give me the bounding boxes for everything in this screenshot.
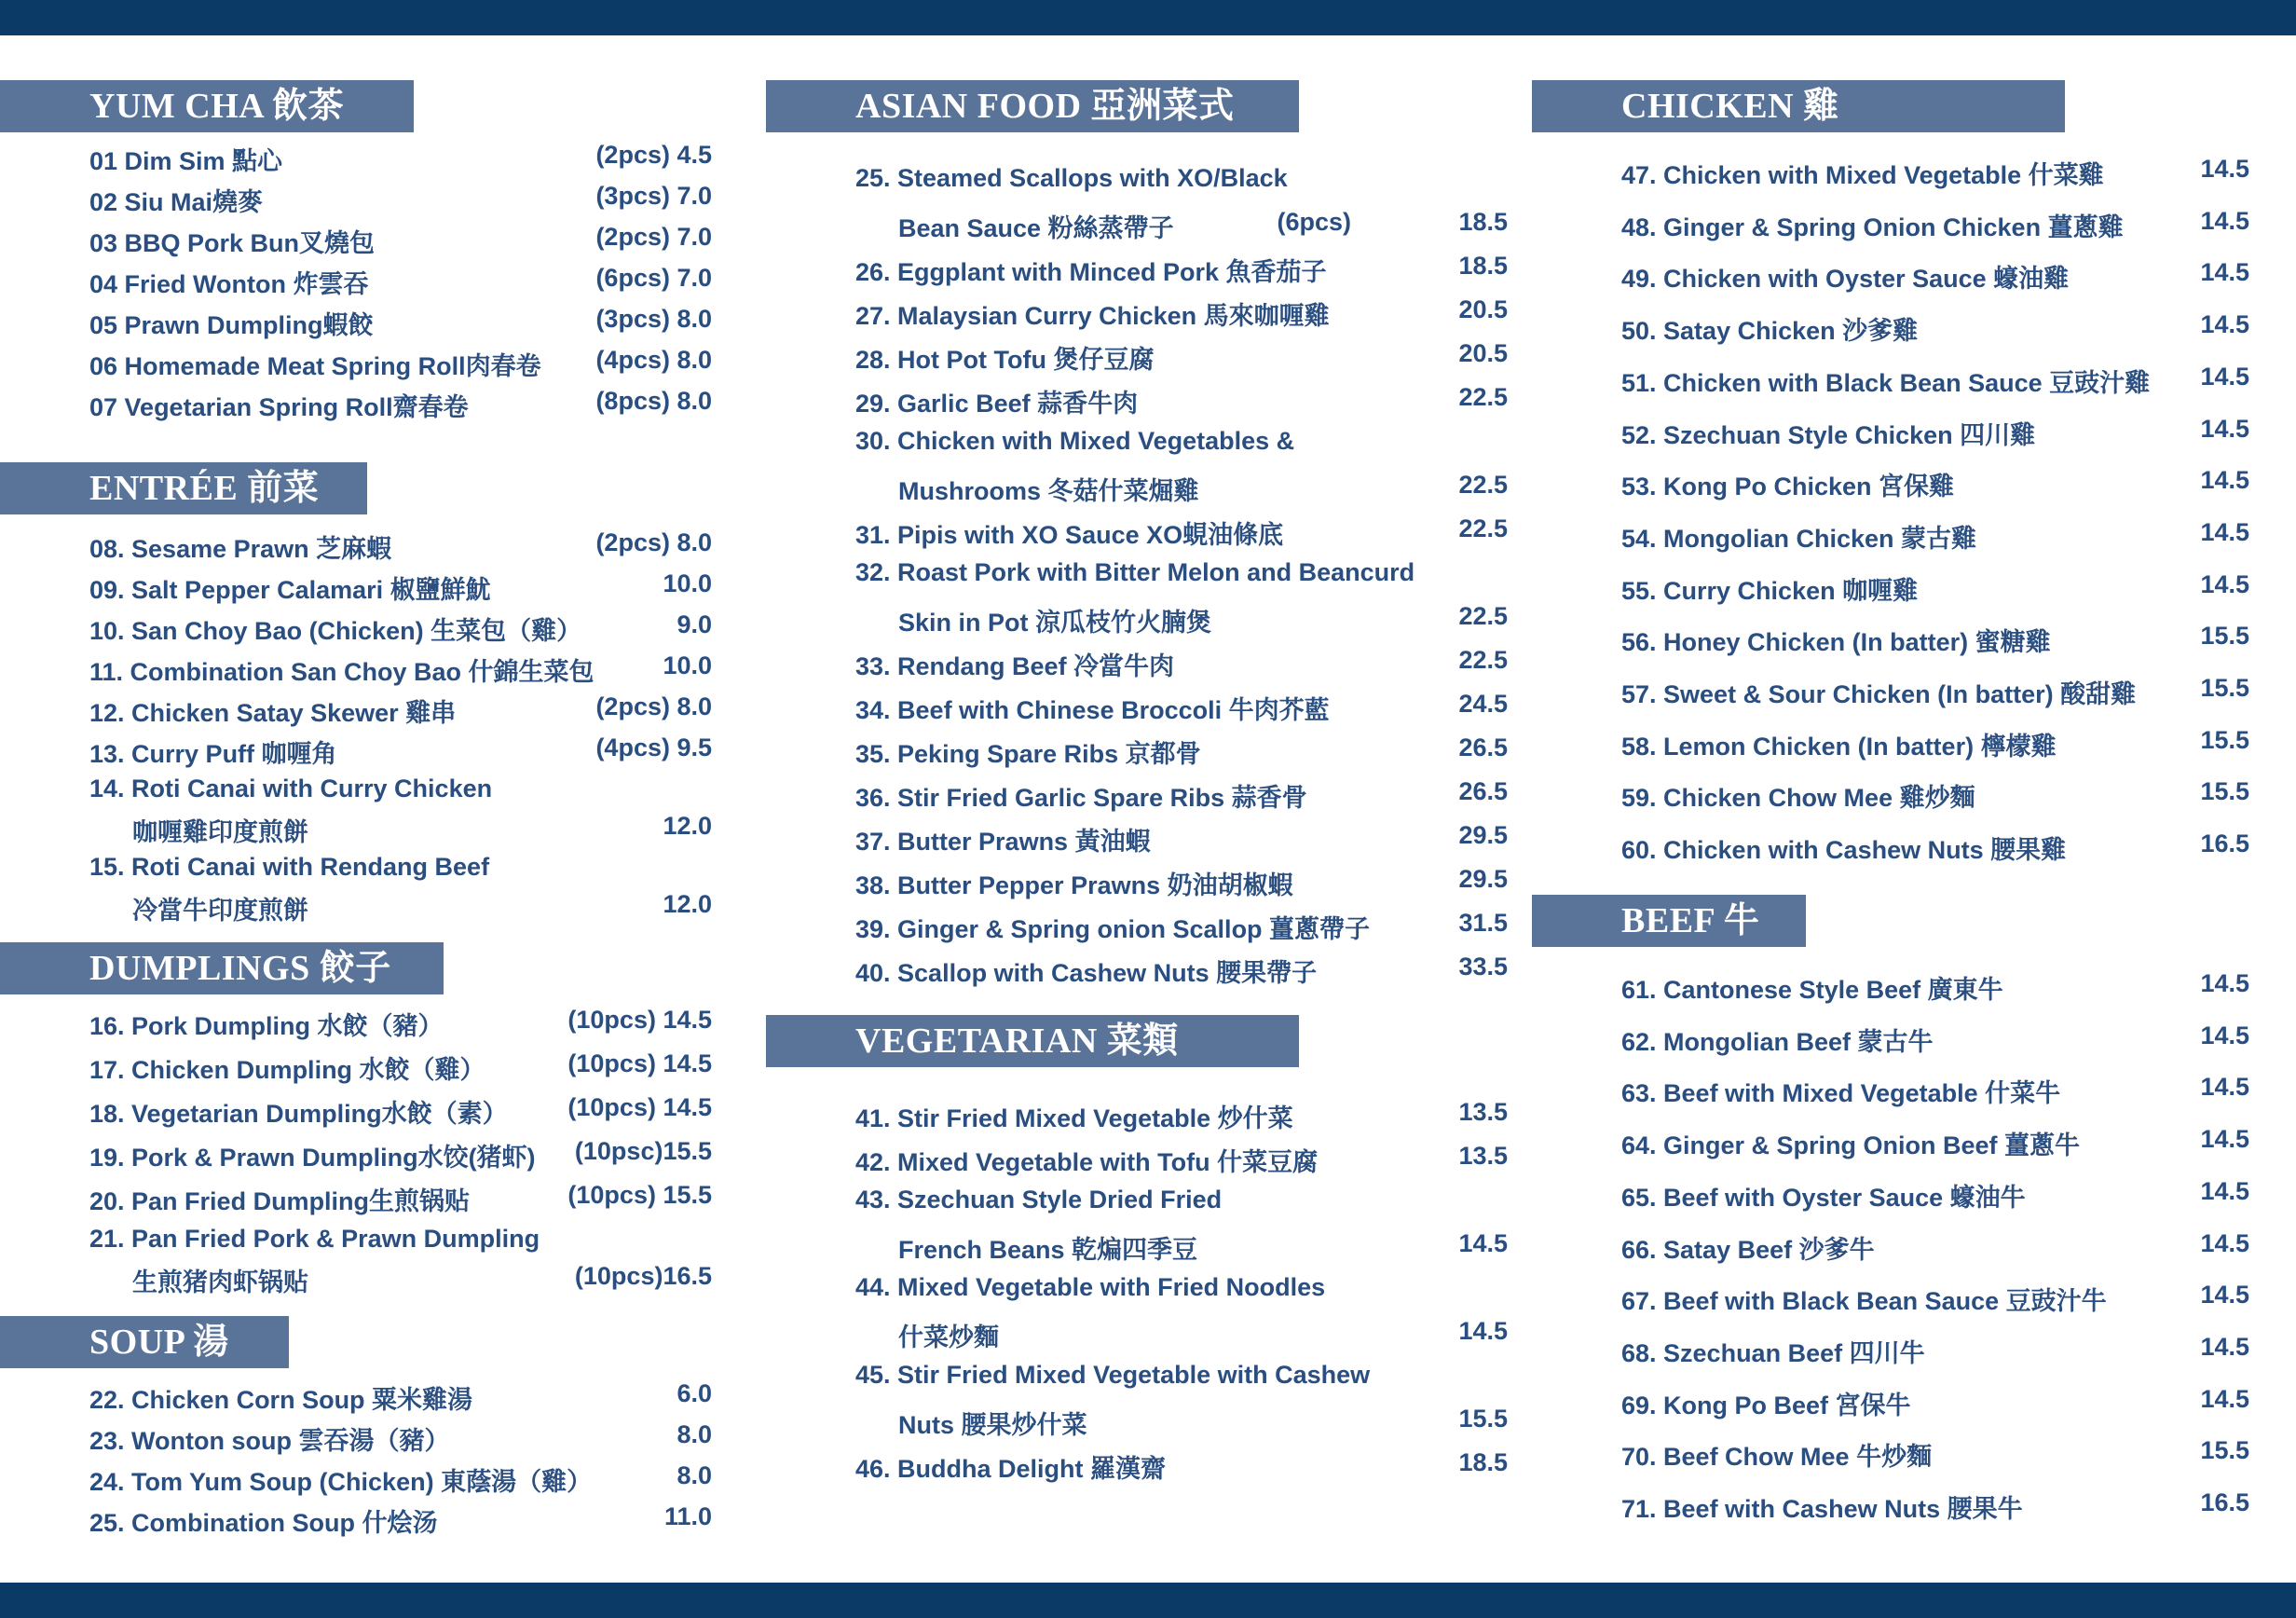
menu-item-name: 12. Chicken Satay Skewer 雞串 — [89, 699, 457, 727]
menu-item-price: 14.5 — [2200, 155, 2249, 183]
menu-item-name: 49. Chicken with Oyster Sauce 蠔油雞 — [1621, 265, 2070, 294]
menu-item-name: 29. Garlic Beef 蒜香牛肉 — [855, 390, 1139, 418]
menu-item-name: 62. Mongolian Beef 蒙古牛 — [1621, 1027, 1934, 1056]
menu-item-name-line2: Nuts 腰果炒什菜 — [898, 1411, 1087, 1439]
menu-item-price: 14.5 — [1458, 1317, 1508, 1345]
section-header-asian-food: ASIAN FOOD 亞洲菜式 — [766, 80, 1299, 132]
menu-item-name: 37. Butter Prawns 黃油蝦 — [855, 828, 1151, 856]
menu-item-name: 22. Chicken Corn Soup 粟米雞湯 — [89, 1386, 473, 1414]
menu-item-price: 14.5 — [2200, 1176, 2249, 1205]
menu-item-name-line2: French Beans 乾煸四季豆 — [898, 1236, 1198, 1264]
bottom-band — [0, 1583, 2296, 1618]
menu-item-name: 34. Beef with Chinese Broccoli 牛肉芥藍 — [855, 696, 1330, 724]
section-header-chicken: CHICKEN 雞 — [1532, 80, 2065, 132]
menu-item-name: 26. Eggplant with Minced Pork 魚香茄子 — [855, 258, 1327, 286]
menu-item-name: 06 Homemade Meat Spring Roll肉春卷 — [89, 352, 541, 380]
menu-item-price: 14.5 — [2200, 206, 2249, 235]
menu-item-price: 31.5 — [1458, 909, 1508, 937]
menu-item-price: 14.5 — [2200, 1125, 2249, 1154]
menu-item-name: 46. Buddha Delight 羅漢齋 — [855, 1455, 1167, 1483]
menu-item-name: 23. Wonton soup 雲吞湯（豬） — [89, 1427, 450, 1455]
menu-item-name: 54. Mongolian Chicken 蒙古雞 — [1621, 524, 1977, 553]
menu-item-name: 63. Beef with Mixed Vegetable 什菜牛 — [1621, 1079, 2061, 1108]
menu-item-name: 61. Cantonese Style Beef 廣東牛 — [1621, 976, 2003, 1004]
menu-item-price: (2pcs) 7.0 — [595, 223, 712, 251]
menu-item-name: 36. Stir Fried Garlic Spare Ribs 蒜香骨 — [855, 784, 1307, 812]
menu-item-price: (4pcs) 8.0 — [595, 346, 712, 374]
menu-item-name-line2: Skin in Pot 涼瓜枝竹火腩煲 — [898, 609, 1212, 637]
menu-item-name: 69. Kong Po Beef 宮保牛 — [1621, 1391, 1911, 1419]
menu-item-quantity: (6pcs) — [1277, 208, 1351, 236]
menu-item-price: 14.5 — [2200, 362, 2249, 391]
menu-item-name: 19. Pork & Prawn Dumpling水饺(猪虾) — [89, 1144, 536, 1172]
menu-item-name: 01 Dim Sim 點心 — [89, 147, 283, 175]
menu-item-name: 18. Vegetarian Dumpling水餃（素） — [89, 1100, 508, 1128]
menu-item-price: (10pcs) 14.5 — [567, 1049, 712, 1077]
menu-item-name: 33. Rendang Beef 冷當牛肉 — [855, 652, 1175, 680]
menu-item-price: 26.5 — [1458, 734, 1508, 761]
menu-item-name: 07 Vegetarian Spring Roll齋春卷 — [89, 393, 469, 421]
menu-item-price: 33.5 — [1458, 953, 1508, 980]
menu-item-price: 29.5 — [1458, 821, 1508, 849]
menu-item-price: 22.5 — [1458, 646, 1508, 674]
menu-item-name: 02 Siu Mai燒麥 — [89, 188, 264, 216]
menu-item-price: 14.5 — [2200, 1228, 2249, 1257]
menu-item-name: 44. Mixed Vegetable with Fried Noodles — [855, 1273, 1326, 1301]
menu-item-name: 24. Tom Yum Soup (Chicken) 東蔭湯（雞） — [89, 1468, 593, 1496]
menu-item-price: 12.0 — [663, 890, 712, 918]
menu-item-price: 24.5 — [1458, 690, 1508, 718]
menu-item-name: 60. Chicken with Cashew Nuts 腰果雞 — [1621, 836, 2067, 865]
menu-item-price: 11.0 — [663, 1502, 712, 1530]
menu-item-price: (6pcs) 7.0 — [595, 264, 712, 292]
menu-item-price: 10.0 — [663, 569, 712, 597]
menu-item-price: 16.5 — [2200, 1488, 2249, 1516]
menu-item-name: 27. Malaysian Curry Chicken 馬來咖喱雞 — [855, 302, 1330, 330]
menu-item-price: 22.5 — [1458, 602, 1508, 630]
menu-item-price: 22.5 — [1458, 471, 1508, 499]
menu-item-price: 16.5 — [2200, 830, 2249, 858]
menu-item-price: (10pcs) 14.5 — [567, 1093, 712, 1121]
menu-item-price: 10.0 — [663, 651, 712, 679]
menu-item-name: 41. Stir Fried Mixed Vegetable 炒什菜 — [855, 1104, 1293, 1132]
menu-item-price: 20.5 — [1458, 339, 1508, 367]
menu-item-price: 9.0 — [676, 610, 712, 638]
menu-item-name: 70. Beef Chow Mee 牛炒麵 — [1621, 1443, 1933, 1472]
menu-item-price: 22.5 — [1458, 514, 1508, 542]
menu-item-price: (8pcs) 8.0 — [595, 387, 712, 415]
menu-item-name: 25. Steamed Scallops with XO/Black — [855, 164, 1288, 192]
menu-item-name: 03 BBQ Pork Bun叉燒包 — [89, 229, 376, 257]
section-header-soup: SOUP 湯 — [0, 1316, 289, 1368]
menu-item-name: 10. San Choy Bao (Chicken) 生菜包（雞） — [89, 617, 582, 645]
menu-item-name: 21. Pan Fried Pork & Prawn Dumpling — [89, 1225, 540, 1253]
menu-item-name: 55. Curry Chicken 咖喱雞 — [1621, 576, 1919, 605]
menu-item-name: 64. Ginger & Spring Onion Beef 薑蔥牛 — [1621, 1131, 2081, 1160]
menu-item-name: 56. Honey Chicken (In batter) 蜜糖雞 — [1621, 628, 2051, 657]
menu-item-name-line2: Mushrooms 冬菇什菜煀雞 — [898, 477, 1199, 505]
menu-item-price: 15.5 — [2200, 622, 2249, 651]
menu-item-name: 51. Chicken with Black Bean Sauce 豆豉汁雞 — [1621, 368, 2151, 397]
menu-item-name: 32. Roast Pork with Bitter Melon and Beancurd — [855, 558, 1415, 586]
menu-item-price: 14.5 — [2200, 1073, 2249, 1102]
menu-item-name: 25. Combination Soup 什烩汤 — [89, 1509, 438, 1537]
menu-item-name: 39. Ginger & Spring onion Scallop 薑蔥帶子 — [855, 915, 1371, 943]
section-header-entree: ENTRÉE 前菜 — [0, 462, 367, 514]
menu-item-price: (3pcs) 7.0 — [595, 182, 712, 210]
menu-item-name: 71. Beef with Cashew Nuts 腰果牛 — [1621, 1495, 2023, 1523]
menu-item-price: 14.5 — [2200, 466, 2249, 495]
menu-item-price: 6.0 — [676, 1379, 712, 1407]
menu-item-price: 14.5 — [1458, 1229, 1508, 1257]
menu-item-price: 15.5 — [1458, 1405, 1508, 1433]
menu-item-name-line2: Bean Sauce 粉絲蒸帶子 — [898, 214, 1174, 242]
menu-item-name: 66. Satay Beef 沙爹牛 — [1621, 1235, 1875, 1264]
menu-item-price: 29.5 — [1458, 865, 1508, 893]
section-header-beef: BEEF 牛 — [1532, 895, 1806, 947]
menu-item-price: 13.5 — [1458, 1142, 1508, 1170]
menu-item-name: 42. Mixed Vegetable with Tofu 什菜豆腐 — [855, 1148, 1319, 1176]
menu-item-name: 04 Fried Wonton 炸雲吞 — [89, 270, 369, 298]
menu-item-name: 43. Szechuan Style Dried Fried — [855, 1186, 1223, 1214]
menu-item-price: 14.5 — [2200, 1332, 2249, 1361]
menu-item-name: 08. Sesame Prawn 芝麻蝦 — [89, 535, 392, 563]
menu-item-price: (3pcs) 8.0 — [595, 305, 712, 333]
menu-item-price: 18.5 — [1458, 1448, 1508, 1476]
menu-item-name: 14. Roti Canai with Curry Chicken — [89, 775, 493, 802]
top-band — [0, 0, 2296, 35]
menu-item-price: 13.5 — [1458, 1098, 1508, 1126]
menu-item-name: 16. Pork Dumpling 水餃（豬） — [89, 1012, 444, 1040]
menu-item-name: 59. Chicken Chow Mee 雞炒麵 — [1621, 784, 1975, 813]
menu-item-name: 30. Chicken with Mixed Vegetables & — [855, 427, 1295, 455]
menu-item-price: 14.5 — [2200, 517, 2249, 546]
menu-item-name: 53. Kong Po Chicken 宮保雞 — [1621, 473, 1955, 501]
menu-item-price: 18.5 — [1458, 208, 1508, 236]
menu-item-name: 09. Salt Pepper Calamari 椒鹽鮮魷 — [89, 576, 491, 604]
menu-item-name: 13. Curry Puff 咖喱角 — [89, 740, 337, 768]
menu-item-name: 38. Butter Pepper Prawns 奶油胡椒蝦 — [855, 871, 1293, 899]
menu-item-price: (2pcs) 8.0 — [595, 692, 712, 720]
menu-item-price: (2pcs) 8.0 — [595, 528, 712, 556]
menu-item-name: 11. Combination San Choy Bao 什錦生菜包 — [89, 658, 594, 686]
menu-item-price: 15.5 — [2200, 674, 2249, 702]
section-header-yum-cha: YUM CHA 飲茶 — [0, 80, 414, 132]
menu-item-price: 22.5 — [1458, 383, 1508, 411]
menu-item-price: (10pcs)16.5 — [574, 1262, 712, 1290]
menu-item-name: 40. Scallop with Cashew Nuts 腰果帶子 — [855, 959, 1318, 987]
menu-item-price: 26.5 — [1458, 777, 1508, 805]
menu-item-price: 14.5 — [2200, 569, 2249, 598]
menu-item-name: 57. Sweet & Sour Chicken (In batter) 酸甜雞 — [1621, 680, 2137, 708]
menu-item-price: (4pcs) 9.5 — [595, 734, 712, 761]
menu-item-price: 14.5 — [2200, 414, 2249, 443]
menu-item-price: 14.5 — [2200, 1384, 2249, 1413]
menu-item-price: 14.5 — [2200, 258, 2249, 287]
menu-item-price: 14.5 — [2200, 1021, 2249, 1049]
menu-item-price: 15.5 — [2200, 725, 2249, 754]
menu-item-name-line2: 什菜炒麵 — [898, 1323, 999, 1351]
menu-item-name: 05 Prawn Dumpling蝦餃 — [89, 311, 374, 339]
menu-item-name-line2: 咖喱雞印度煎餅 — [132, 818, 308, 846]
menu-item-name: 68. Szechuan Beef 四川牛 — [1621, 1338, 1925, 1367]
menu-item-name: 20. Pan Fried Dumpling生煎锅贴 — [89, 1187, 471, 1215]
menu-item-price: 20.5 — [1458, 295, 1508, 323]
menu-item-name: 47. Chicken with Mixed Vegetable 什菜雞 — [1621, 161, 2104, 189]
menu-item-name: 31. Pipis with XO Sauce XO蜆油條底 — [855, 521, 1284, 549]
menu-item-price: 18.5 — [1458, 252, 1508, 280]
menu-item-price: 14.5 — [2200, 1281, 2249, 1309]
menu-item-name: 58. Lemon Chicken (In batter) 檸檬雞 — [1621, 732, 2057, 761]
menu-item-price: 8.0 — [676, 1420, 712, 1448]
menu-item-name: 35. Peking Spare Ribs 京都骨 — [855, 740, 1201, 768]
menu-item-price: (10psc)15.5 — [574, 1137, 712, 1165]
menu-item-name: 15. Roti Canai with Rendang Beef — [89, 853, 490, 881]
menu-item-name: 48. Ginger & Spring Onion Chicken 薑蔥雞 — [1621, 213, 2124, 241]
menu-item-price: (10pcs) 15.5 — [567, 1181, 712, 1209]
menu-item-name: 52. Szechuan Style Chicken 四川雞 — [1621, 420, 2036, 449]
menu-item-price: (2pcs) 4.5 — [595, 141, 712, 169]
menu-item-name: 67. Beef with Black Bean Sauce 豆豉汁牛 — [1621, 1287, 2107, 1316]
menu-item-price: 15.5 — [2200, 1436, 2249, 1465]
menu-item-price: 14.5 — [2200, 310, 2249, 339]
section-header-dumplings: DUMPLINGS 餃子 — [0, 942, 444, 994]
menu-item-name: 45. Stir Fried Mixed Vegetable with Cashew — [855, 1361, 1371, 1389]
menu-item-price: (10pcs) 14.5 — [567, 1006, 712, 1034]
menu-item-name: 17. Chicken Dumpling 水餃（雞） — [89, 1056, 485, 1084]
section-header-vegetarian: VEGETARIAN 菜類 — [766, 1015, 1299, 1067]
menu-item-price: 15.5 — [2200, 777, 2249, 806]
menu-item-name-line2: 冷當牛印度煎餅 — [132, 897, 308, 925]
menu-item-price: 8.0 — [676, 1461, 712, 1489]
menu-item-price: 12.0 — [663, 812, 712, 840]
menu-item-name: 65. Beef with Oyster Sauce 蠔油牛 — [1621, 1183, 2026, 1212]
menu-item-name-line2: 生煎猪肉虾锅贴 — [132, 1268, 308, 1296]
menu-item-name: 50. Satay Chicken 沙爹雞 — [1621, 317, 1919, 346]
menu-item-name: 28. Hot Pot Tofu 煲仔豆腐 — [855, 346, 1155, 374]
menu-item-price: 14.5 — [2200, 969, 2249, 997]
